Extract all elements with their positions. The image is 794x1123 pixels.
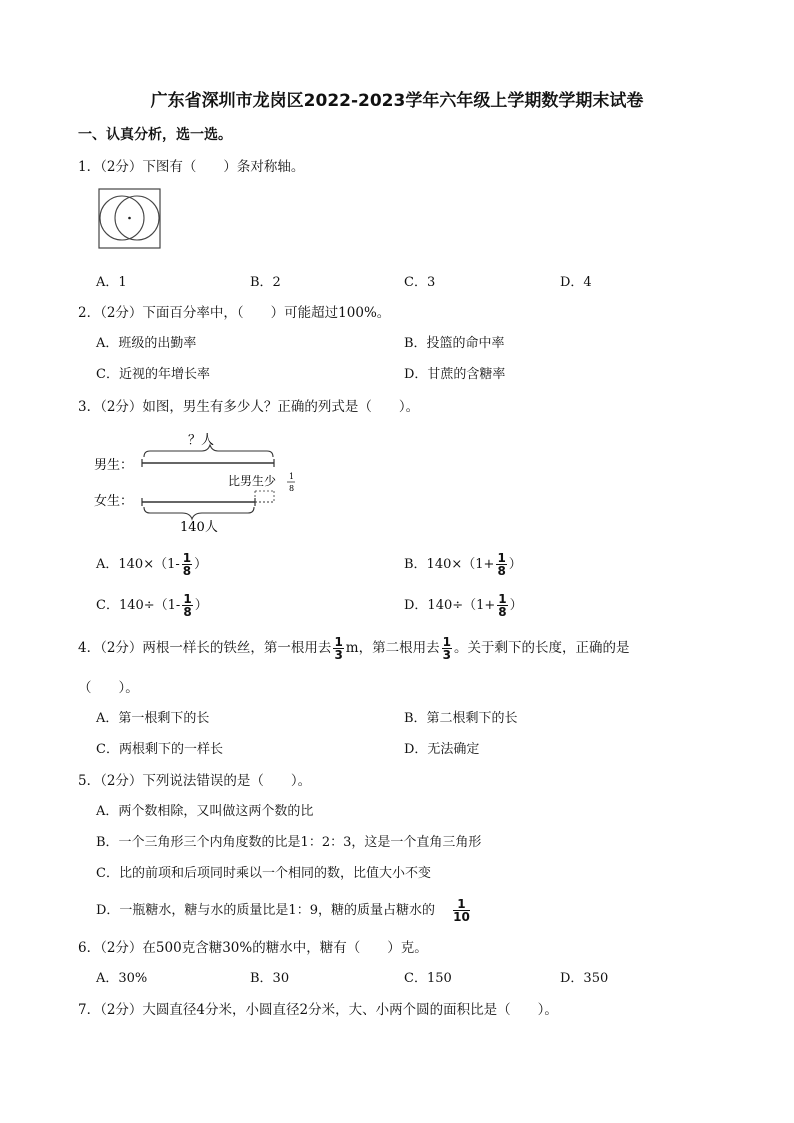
question-2: 2．（2分）下面百分率中，（ ）可能超过100%。 [78, 305, 391, 321]
line-segment-diagram [92, 425, 307, 535]
q2-option-a[interactable]: A．班级的出勤率 [96, 336, 197, 351]
q6-option-d[interactable]: D．350 [560, 971, 609, 986]
q5-option-d[interactable]: D．一瓶糖水，糖与水的质量比是1：9，糖的质量占糖水的 $\frac{1}{10}$ [96, 897, 470, 924]
girls-total-label: 140人 [180, 520, 218, 535]
svg-text:8: 8 [289, 484, 295, 493]
q2-option-b[interactable]: B．投篮的命中率 [404, 336, 505, 351]
q1-option-c[interactable]: C．3 [404, 275, 436, 290]
q4-option-b[interactable]: B．第二根剩下的长 [404, 711, 518, 726]
q5-option-a[interactable]: A．两个数相除，又叫做这两个数的比 [96, 804, 314, 819]
boys-label: 男生： [94, 458, 134, 473]
q2-option-d[interactable]: D．甘蔗的含糖率 [404, 367, 506, 382]
svg-text:1: 1 [289, 472, 295, 481]
q4-option-a[interactable]: A．第一根剩下的长 [96, 711, 210, 726]
question-4-line-2: （ ）。 [78, 680, 139, 696]
question-7: 7．（2分）大圆直径4分米，小圆直径2分米，大、小两个圆的面积比是（ ）。 [78, 1002, 558, 1018]
q3-option-c[interactable]: C．140÷（1- $\frac{1}{8}$ ） [96, 592, 208, 619]
q3-option-d[interactable]: D．140÷（1+ $\frac{1}{8}$ ） [404, 592, 523, 619]
q5-option-b[interactable]: B．一个三角形三个内角度数的比是1：2：3，这是一个直角三角形 [96, 835, 482, 850]
page-title: 广东省深圳市龙岗区2022-2023学年六年级上学期数学期末试卷 [150, 91, 644, 111]
q4-option-c[interactable]: C．两根剩下的一样长 [96, 742, 223, 757]
q1-option-b[interactable]: B．2 [250, 275, 281, 290]
question-6: 6．（2分）在500克含糖30%的糖水中，糖有（ ）克。 [78, 940, 428, 956]
q3-option-a[interactable]: A．140×（1- $\frac{1}{8}$ ） [96, 551, 208, 578]
q1-option-a[interactable]: A．1 [96, 275, 127, 290]
question-4: 4．（2分）两根一样长的铁丝，第一根用去 $\frac{1}{3}$ m，第二根用去 $\frac{1}{3}$ 。关于剩下的长度，正确的是 [78, 635, 630, 662]
q6-option-c[interactable]: C．150 [404, 971, 452, 986]
question-label: ？人 [188, 433, 215, 448]
q6-option-b[interactable]: B．30 [250, 971, 290, 986]
question-1: 1．（2分）下图有（ ）条对称轴。 [78, 159, 305, 175]
less-than-label: 比男生少 [228, 474, 277, 488]
q4-option-d[interactable]: D．无法确定 [404, 742, 480, 757]
question-5: 5．（2分）下列说法错误的是（ ）。 [78, 773, 312, 789]
q2-option-c[interactable]: C．近视的年增长率 [96, 367, 210, 382]
section-heading: 一、认真分析，选一选。 [78, 127, 232, 143]
girls-label: 女生： [94, 494, 134, 509]
question-3: 3．（2分）如图，男生有多少人？正确的列式是（ ）。 [78, 399, 420, 415]
q3-option-b[interactable]: B．140×（1+ $\frac{1}{8}$ ） [404, 551, 522, 578]
q5-option-c[interactable]: C．比的前项和后项同时乘以一个相同的数，比值大小不变 [96, 866, 431, 881]
q6-option-a[interactable]: A．30% [96, 971, 148, 986]
circles-figure [98, 188, 162, 250]
q1-option-d[interactable]: D．4 [560, 275, 592, 290]
